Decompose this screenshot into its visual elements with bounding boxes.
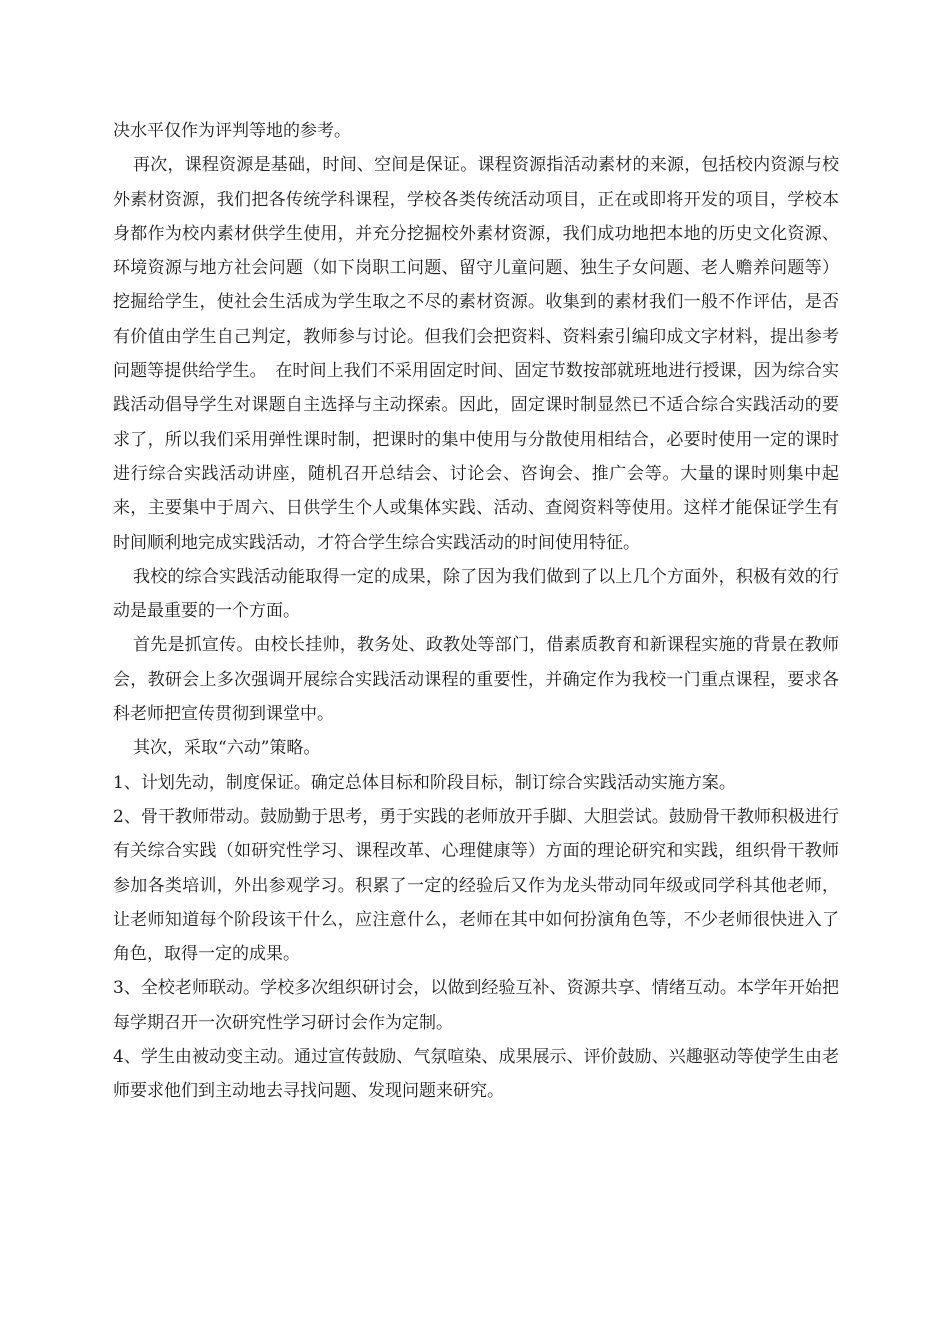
list-item-4: 4、学生由被动变主动。通过宣传鼓励、气氛喧染、成果展示、评价鼓励、兴趣驱动等使学生由老师要求他们到主动地去寻找问题、发现问题来研究。 (113, 1047, 839, 1102)
paragraph-5: 其次，采取“六动”策略。 (133, 738, 321, 759)
list-item-1: 1、计划先动，制度保证。确定总体目标和阶段目标，制订综合实践活动实施方案。 (113, 772, 736, 793)
document-body (113, 114, 839, 1109)
paragraph-3: 我校的综合实践活动能取得一定的成果，除了因为我们做到了以上几个方面外，积极有效的行动是最重要的一个方面。 (113, 566, 839, 622)
paragraph-1: 决水平仅作为评判等地的参考。 (113, 121, 351, 141)
paragraph-4: 首先是抓宣传。由校长挂帅，教务处、政教处等部门，借素质教育和新课程实施的背景在教师会，教研会上多次强调开展综合实践活动课程的重要性，并确定作为我校一门重点课程，要求各科老师把宣传贯彻到课堂中。 (113, 635, 839, 725)
list-item-3: 3、全校老师联动。学校多次组织研讨会，以做到经验互补、资源共享、情绪互动。本学年开始把每学期召开一次研究性学习研讨会作为定制。 (113, 978, 839, 1033)
list-item-2: 2、骨干教师带动。鼓励勤于思考，勇于实践的老师放开手脚、大胆尝试。鼓励骨干教师积极进行有关综合实践（如研究性学习、课程改革、心理健康等）方面的理论研究和实践，组织骨干教师参加各类培训，外出参观学习。积累了一定的经验后又作为龙头带动同年级或同学科其他老师，让老师知道每个阶段该干什么，应注意什么，老师在其中如何扮演角色等，不少老师很快进入了角色，取得一定的成果。 (113, 806, 839, 965)
paragraph-2: 再次，课程资源是基础，时间、空间是保证。课程资源指活动素材的来源，包括校内资源与校外素材资源，我们把各传统学科课程，学校各类传统活动项目，正在或即将开发的项目，学校本身都作为校内素材供学生使用，并充分挖掘校外素材资源，我们成功地把本地的历史文化资源、环境资源与地方社会问题（如下岗职工问题、留守儿童问题、独生子女问题、老人赡养问题等）挖掘给学生，使社会生活成为学生取之不尽的素材资源。收集到的素材我们一般不作评估，是否有价值由学生自己判定，教师参与讨论。但我们会把资料、资料索引编印成文字材料，提出参考问题等提供给学生。 在时间上我们不采用固定时间、固定节数按部就班地进行授课，因为综合实践活动倡导学生对课题自主选择与主动探索。因此，固定课时制显然已不适合综合实践活动的要求了，所以我们采用弹性课时制，把课时的集中使用与分散使用相结合，必要时使用一定的课时进行综合实践活动讲座，随机召开总结会、讨论会、咨询会、推广会等。大量的课时则集中起来，主要集中于周六、日供学生个人或集体实践、活动、查阅资料等使用。这样才能保证学生有时间顺利地完成实践活动，才符合学生综合实践活动的时间使用特征。 (113, 155, 839, 553)
